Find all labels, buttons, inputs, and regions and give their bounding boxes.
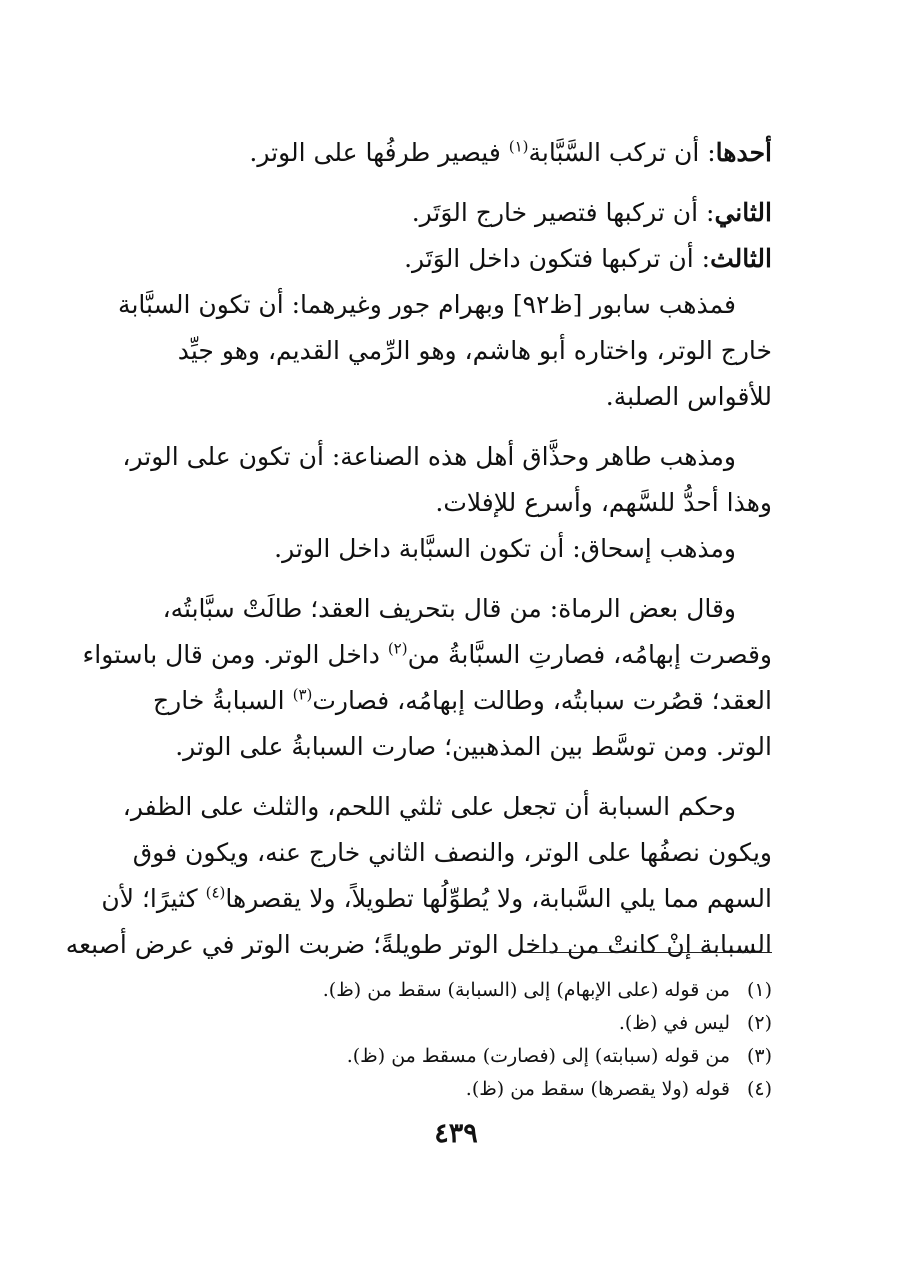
text-line: وحكم السبابة أن تجعل على ثلثي اللحم، والثلث على الظفر،	[122, 792, 736, 821]
text-line: ومذهب إسحاق: أن تكون السبَّابة داخل الوتر.	[274, 534, 736, 563]
main-text	[65, 130, 772, 968]
footnote-text: ليس في (ظ).	[618, 1012, 730, 1034]
footnote-ref: (٣)	[292, 685, 313, 704]
footnote-number: (١)	[746, 979, 772, 1001]
text-line: وقال بعض الرماة: من قال بتحريف العقد؛ طالَتْ سبَّابتُه،	[162, 594, 736, 623]
text-span: : أن تركب السَّبَّابة	[528, 138, 716, 167]
footnote	[120, 1073, 772, 1106]
footnote-number: (٢)	[746, 1012, 772, 1034]
footnote	[120, 1007, 772, 1040]
text-line: للأقواس الصلبة.	[605, 382, 772, 411]
text-line: الوتر. ومن توسَّط بين المذهبين؛ صارت السبابةُ على الوتر.	[175, 732, 772, 761]
footnote-ref: (٢)	[387, 639, 408, 658]
text-span: السهم مما يلي السَّبابة، ولا يُطوِّلُها تطويلاً، ولا يقصرها	[225, 884, 772, 913]
footnotes	[120, 974, 772, 1106]
footnote-text: قوله (ولا يقصرها) سقط من (ظ).	[465, 1078, 730, 1100]
footnote-text: من قوله (سبابته) إلى (فصارت) مسقط من (ظ).	[346, 1045, 730, 1067]
footnote-number: (٣)	[746, 1045, 772, 1067]
text-span: العقد؛ قصُرت سبابتُه، وطالت إبهامُه، فصارت	[312, 686, 772, 715]
text-line	[120, 236, 772, 282]
footnote-ref: (١)	[508, 137, 529, 156]
text-line	[120, 678, 772, 724]
text-line	[120, 190, 772, 236]
text-line: ومذهب طاهر وحذَّاق أهل هذه الصناعة: أن تكون على الوتر،	[122, 442, 736, 471]
text-line	[101, 876, 772, 922]
footnote-ref: (٤)	[205, 883, 226, 902]
text-span: : أن تركبها فتصير خارج الوَتَر.	[411, 198, 715, 227]
text-span: وقصرت إبهامُه، فصارتِ السبَّابةُ من	[407, 640, 772, 669]
text-line	[120, 130, 772, 176]
item-label: الثاني	[714, 198, 772, 227]
text-line: ويكون نصفُها على الوتر، والنصف الثاني خارج عنه، ويكون فوق	[132, 838, 772, 867]
footnote	[120, 974, 772, 1007]
text-span: فيصير طرفُها على الوتر.	[249, 138, 509, 167]
footnote-text: من قوله (على الإبهام) إلى (السبابة) سقط من (ظ).	[322, 979, 730, 1001]
item-label: أحدها	[715, 138, 772, 167]
item-label: الثالث	[710, 244, 772, 273]
text-line	[82, 632, 772, 678]
text-span: داخل الوتر. ومن قال باستواء	[82, 640, 388, 669]
page-number: ٤٣٩	[434, 1118, 478, 1149]
text-line: وهذا أحدُّ للسَّهم، وأسرع للإفلات.	[435, 488, 772, 517]
text-line: خارج الوتر، واختاره أبو هاشم، وهو الرِّمي القديم، وهو جيِّد	[177, 336, 772, 365]
footnote	[120, 1040, 772, 1073]
text-span: كثيرًا؛ لأن	[101, 884, 206, 913]
text-span: السبابةُ خارج	[153, 686, 293, 715]
footnote-separator	[526, 952, 772, 953]
text-line: السبابة إنْ كانتْ من داخل الوتر طويلةً؛ ضربت الوتر في عرض أصبعه	[65, 930, 772, 959]
footnote-number: (٤)	[746, 1078, 772, 1100]
text-line: فمذهب سابور [ظ٩٢] وبهرام جور وغيرهما: أن تكون السبَّابة	[118, 290, 736, 319]
text-span: : أن تركبها فتكون داخل الوَتَر.	[404, 244, 711, 273]
